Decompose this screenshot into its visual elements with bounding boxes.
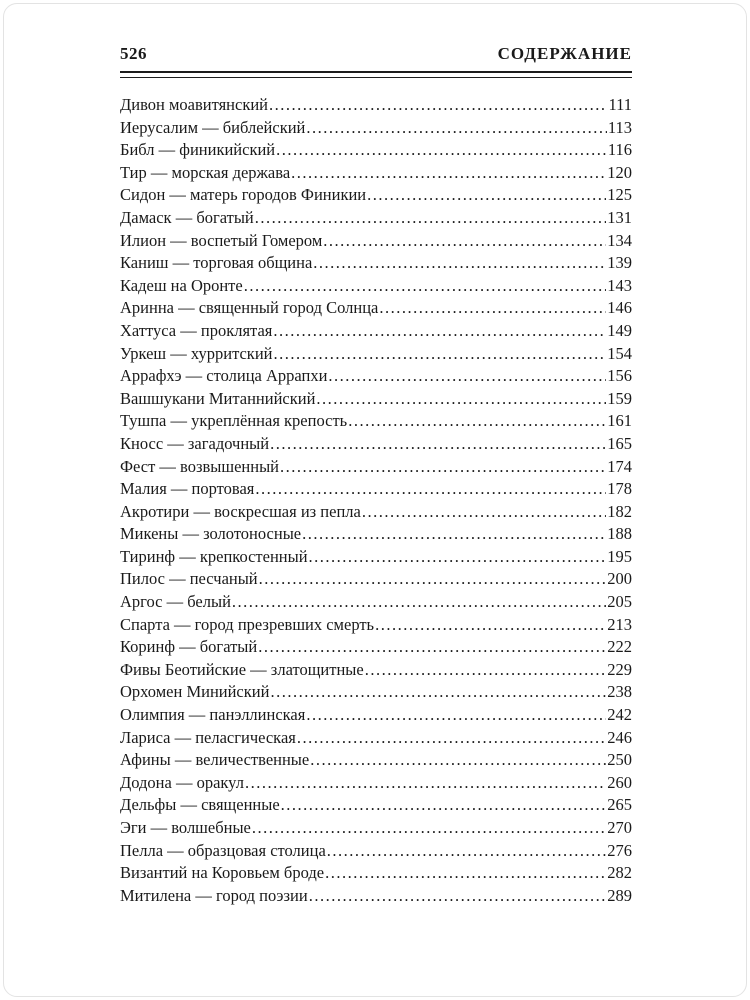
- toc-entry-page: 125: [607, 185, 632, 205]
- toc-dot-leader: [306, 118, 606, 138]
- toc-dot-leader: [259, 569, 607, 589]
- toc-dot-leader: [273, 321, 606, 341]
- toc-entry-title: Каниш — торговая община: [120, 253, 313, 273]
- toc-entry: [120, 615, 632, 638]
- toc-dot-leader: [362, 502, 606, 522]
- toc-dot-leader: [291, 163, 606, 183]
- toc-entry-title: Митилена — город поэзии: [120, 885, 308, 905]
- toc-entry: [120, 389, 632, 412]
- toc-entry-page: 139: [607, 253, 632, 273]
- toc-dot-leader: [297, 728, 606, 748]
- toc-entry: [120, 818, 632, 841]
- toc-dot-leader: [379, 298, 606, 318]
- toc-entry-title: Уркеш — хурритский: [120, 343, 273, 363]
- toc-entry-page: 182: [607, 501, 632, 521]
- toc-entry-title: Вашшукани Митаннийский: [120, 388, 316, 408]
- toc-dot-leader: [325, 863, 606, 883]
- toc-entry: [120, 231, 632, 254]
- toc-entry-page: 276: [607, 840, 632, 860]
- toc-entry-page: 113: [607, 117, 632, 137]
- toc-dot-leader: [281, 795, 607, 815]
- toc-entry: [120, 863, 632, 886]
- toc-entry: [120, 592, 632, 615]
- toc-entry: [120, 773, 632, 796]
- toc-entry: [120, 728, 632, 751]
- toc-dot-leader: [316, 389, 606, 409]
- toc-entry: [120, 366, 632, 389]
- toc-dot-leader: [309, 886, 607, 906]
- toc-entry: [120, 886, 632, 909]
- toc-entry-title: Аргос — белый: [120, 592, 231, 612]
- toc-dot-leader: [270, 434, 606, 454]
- toc-dot-leader: [327, 841, 606, 861]
- toc-entry: [120, 344, 632, 367]
- toc-entry: [120, 524, 632, 547]
- toc-entry: [120, 841, 632, 864]
- toc-entry-title: Тиринф — крепкостенный: [120, 546, 308, 566]
- toc-entry-title: Илион — воспетый Гомером: [120, 230, 323, 250]
- toc-entry-title: Аринна — священный город Солнца: [120, 298, 379, 318]
- toc-entry-page: 260: [607, 772, 632, 792]
- toc-entry-title: Фивы Беотийские — златощитные: [120, 659, 364, 679]
- toc-entry-page: 265: [607, 795, 632, 815]
- page-header: [120, 44, 632, 64]
- toc-dot-leader: [306, 705, 606, 725]
- toc-dot-leader: [302, 524, 606, 544]
- toc-dot-leader: [252, 818, 606, 838]
- toc-dot-leader: [232, 592, 606, 612]
- toc-entry-title: Акротири — воскресшая из пепла: [120, 501, 361, 521]
- toc-entry-page: 205: [607, 592, 632, 612]
- toc-entry: [120, 140, 632, 163]
- toc-dot-leader: [255, 479, 606, 499]
- toc-entry-page: 213: [607, 614, 632, 634]
- toc-dot-leader: [280, 457, 606, 477]
- toc-entry-title: Эги — волшебные: [120, 818, 251, 837]
- toc-dot-leader: [245, 773, 606, 793]
- toc-entry-page: 149: [607, 320, 632, 340]
- toc-entry: [120, 208, 632, 231]
- toc-entry: [120, 569, 632, 592]
- toc-entry-page: 143: [607, 275, 632, 295]
- toc-entry-title: Додона — оракул: [120, 772, 244, 792]
- toc-entry: [120, 185, 632, 208]
- toc-entry-page: 156: [607, 366, 632, 386]
- toc-entry-page: 134: [607, 230, 632, 250]
- toc-dot-leader: [269, 95, 607, 115]
- toc-dot-leader: [365, 660, 607, 680]
- toc-dot-leader: [309, 547, 607, 567]
- toc-dot-leader: [313, 253, 606, 273]
- toc-entry-page: 111: [608, 95, 632, 114]
- toc-entry-title: Византий на Коровьем броде: [120, 863, 325, 883]
- toc-dot-leader: [244, 276, 607, 296]
- toc-entry-page: 178: [607, 479, 632, 499]
- toc-entry-page: 229: [607, 659, 632, 679]
- toc-entry-page: 146: [607, 298, 632, 318]
- toc-entry: [120, 253, 632, 276]
- toc-entry: [120, 276, 632, 299]
- toc-dot-leader: [367, 185, 606, 205]
- toc-dot-leader: [323, 231, 606, 251]
- toc-entry-title: Пелла — образцовая столица: [120, 840, 326, 860]
- toc-entry: [120, 795, 632, 818]
- page-title: СОДЕРЖАНИЕ: [497, 44, 632, 63]
- toc-dot-leader: [328, 366, 606, 386]
- toc-entry-title: Пилос — песчаный: [120, 569, 258, 589]
- toc-entry-title: Афины — величественные: [120, 750, 310, 770]
- toc-entry-page: 270: [607, 818, 632, 837]
- toc-entry-title: Спарта — город презревших смерть: [120, 614, 375, 634]
- toc-entry-page: 238: [607, 682, 632, 702]
- toc-entry-title: Дамаск — богатый: [120, 207, 254, 227]
- toc-dot-leader: [375, 615, 606, 635]
- toc-entry: [120, 434, 632, 457]
- toc-entry: [120, 118, 632, 141]
- toc-entry-page: 222: [607, 637, 632, 657]
- toc-entry: [120, 502, 632, 525]
- toc-entry: [120, 479, 632, 502]
- toc-dot-leader: [310, 750, 606, 770]
- toc-entry-page: 154: [607, 343, 632, 363]
- toc-dot-leader: [348, 411, 606, 431]
- toc-entry-page: 289: [607, 885, 632, 905]
- toc-entry: [120, 95, 632, 118]
- toc-entry-title: Дивон моавитянский: [120, 95, 269, 114]
- toc-list: [120, 95, 632, 908]
- toc-entry-page: 174: [607, 456, 632, 476]
- toc-entry-page: 116: [607, 140, 632, 160]
- toc-entry: [120, 750, 632, 773]
- toc-entry-title: Кадеш на Оронте: [120, 275, 243, 295]
- toc-dot-leader: [273, 344, 606, 364]
- toc-entry-title: Библ — финикийский: [120, 140, 276, 160]
- toc-entry: [120, 637, 632, 660]
- toc-entry-page: 282: [607, 863, 632, 883]
- toc-entry-page: 159: [607, 388, 632, 408]
- header-rule: [120, 71, 632, 78]
- toc-entry: [120, 457, 632, 480]
- toc-entry-title: Фест — возвышенный: [120, 456, 279, 476]
- toc-entry-page: 131: [607, 207, 632, 227]
- toc-entry-page: 188: [607, 524, 632, 544]
- toc-entry-title: Дельфы — священные: [120, 795, 280, 815]
- toc-entry-title: Иерусалим — библейский: [120, 117, 306, 137]
- toc-dot-leader: [258, 637, 606, 657]
- toc-entry-page: 161: [607, 411, 632, 431]
- toc-entry: [120, 411, 632, 434]
- toc-dot-leader: [270, 682, 606, 702]
- toc-dot-leader: [255, 208, 606, 228]
- toc-entry-page: 246: [607, 727, 632, 747]
- toc-entry-page: 200: [607, 569, 632, 589]
- toc-entry-title: Коринф — богатый: [120, 637, 258, 657]
- toc-entry-title: Аррафхэ — столица Аррапхи: [120, 366, 328, 386]
- toc-entry-page: 120: [607, 162, 632, 182]
- toc-entry-title: Кносс — загадочный: [120, 433, 270, 453]
- toc-entry-title: Хаттуса — проклятая: [120, 320, 273, 340]
- toc-entry-title: Лариса — пеласгическая: [120, 727, 296, 747]
- toc-entry-page: 242: [607, 705, 632, 725]
- toc-entry-page: 195: [607, 546, 632, 566]
- toc-entry-page: 250: [607, 750, 632, 770]
- toc-entry: [120, 321, 632, 344]
- toc-entry: [120, 298, 632, 321]
- toc-entry: [120, 660, 632, 683]
- toc-entry-title: Орхомен Минийский: [120, 682, 270, 702]
- toc-entry-title: Тир — морская держава: [120, 162, 291, 182]
- toc-entry-title: Тушпа — укреплённая крепость: [120, 411, 348, 431]
- toc-entry-title: Олимпия — панэллинская: [120, 705, 306, 725]
- toc-entry-title: Микены — золотоносные: [120, 524, 302, 544]
- toc-entry-title: Малия — портовая: [120, 479, 255, 499]
- toc-entry: [120, 163, 632, 186]
- toc-entry-title: Сидон — матерь городов Финикии: [120, 185, 367, 205]
- toc-entry: [120, 705, 632, 728]
- toc-dot-leader: [276, 140, 607, 160]
- toc-entry: [120, 547, 632, 570]
- folio-page-number: 526: [120, 44, 147, 63]
- toc-entry: [120, 682, 632, 705]
- toc-entry-page: 165: [607, 433, 632, 453]
